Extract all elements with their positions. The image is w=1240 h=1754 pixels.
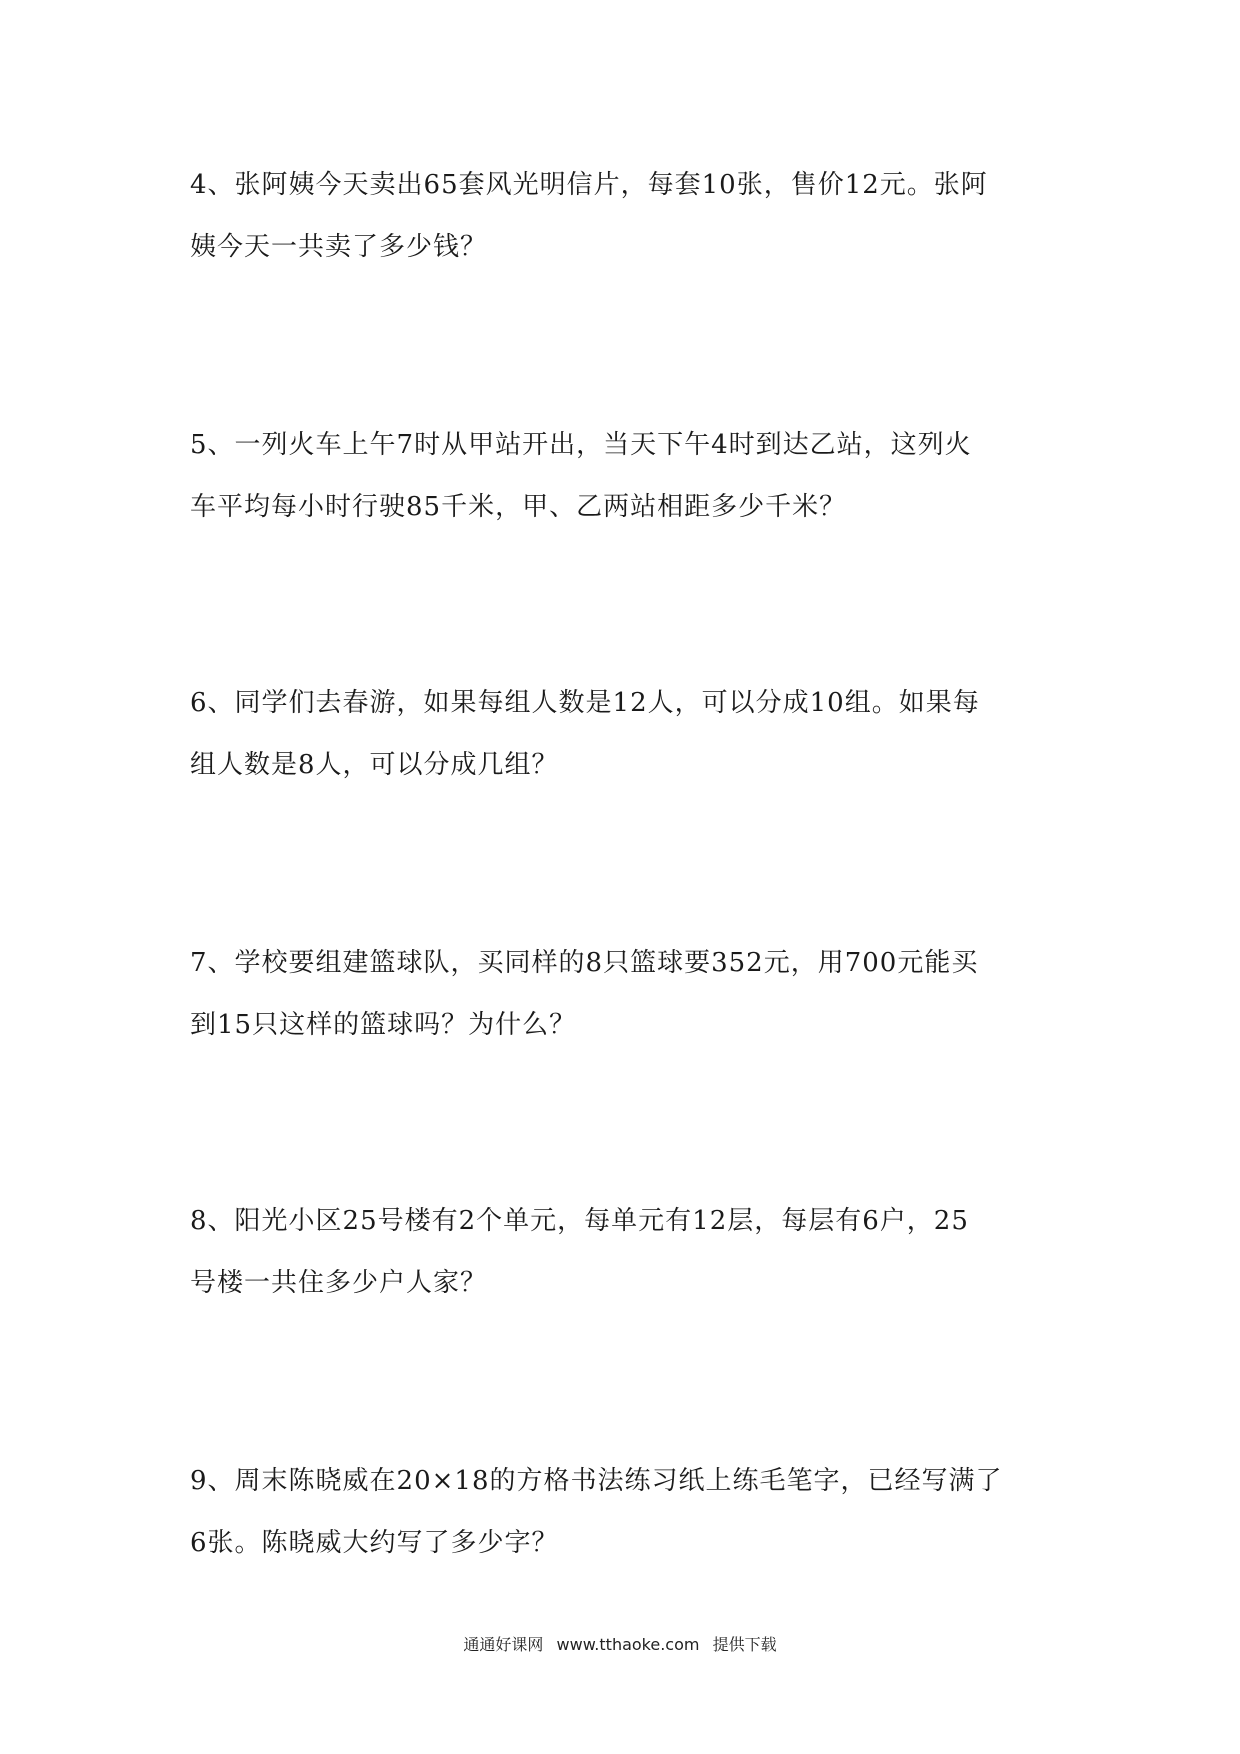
- problem-8-line-1: 8、阳光小区25号楼有2个单元，每单元有12层，每层有6户，25: [190, 1206, 969, 1236]
- problem-9: [190, 1450, 1052, 1574]
- problem-6-line-2: 组人数是8人，可以分成几组？: [190, 750, 559, 780]
- problem-9-line-2: 6张。陈晓威大约写了多少字？: [190, 1528, 559, 1558]
- problem-5: [190, 414, 1052, 538]
- footer-site-name: 通通好课网: [463, 1635, 544, 1654]
- problem-7-line-1: 7、学校要组建篮球队，买同样的8只篮球要352元，用700元能买: [190, 948, 979, 978]
- footer-url: www.tthaoke.com: [556, 1635, 700, 1654]
- problem-5-line-1: 5、一列火车上午7时从甲站开出，当天下午4时到达乙站，这列火: [190, 430, 972, 460]
- problem-4-line-2: 姨今天一共卖了多少钱？: [190, 232, 488, 262]
- problem-7: [190, 932, 1052, 1056]
- problem-9-line-1: 9、周末陈晓威在20×18的方格书法练习纸上练毛笔字，已经写满了: [190, 1466, 1003, 1496]
- footer-suffix: 提供下载: [712, 1635, 777, 1654]
- problem-8: [190, 1190, 1052, 1314]
- problem-6-line-1: 6、同学们去春游，如果每组人数是12人，可以分成10组。如果每: [190, 688, 980, 718]
- problem-5-line-2: 车平均每小时行驶85千米，甲、乙两站相距多少千米？: [190, 492, 847, 522]
- page-footer: [0, 1632, 1240, 1655]
- problem-4: [190, 154, 1052, 278]
- problem-7-line-2: 到15只这样的篮球吗？为什么？: [190, 1010, 577, 1040]
- problem-6: [190, 672, 1052, 796]
- problem-8-line-2: 号楼一共住多少户人家？: [190, 1268, 488, 1298]
- problem-4-line-1: 4、张阿姨今天卖出65套风光明信片，每套10张，售价12元。张阿: [190, 170, 988, 200]
